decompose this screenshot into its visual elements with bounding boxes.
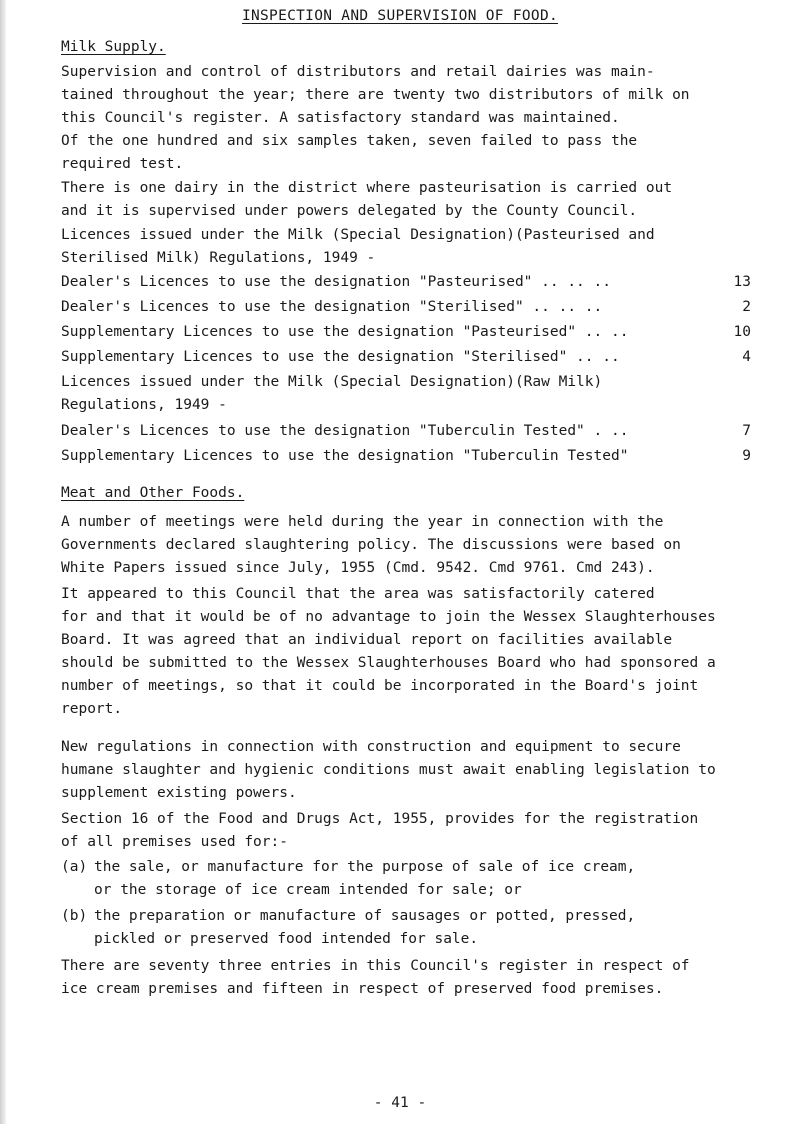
meat-paragraph-2 xyxy=(61,583,761,721)
licence-count: 9 xyxy=(742,448,751,464)
text-line: White Papers issued since July, 1955 (Cmd. 9542. Cmd 9761. Cmd 243). xyxy=(61,560,655,576)
meat-paragraph-5 xyxy=(61,955,761,1001)
milk-paragraph-2 xyxy=(61,130,761,176)
licence-count: 7 xyxy=(742,423,751,439)
list-item-label: (a) xyxy=(61,859,88,875)
text-line: required test. xyxy=(61,156,184,172)
text-line: the preparation or manufacture of sausages or potted, pressed, xyxy=(94,908,636,924)
text-line: the sale, or manufacture for the purpose of sale of ice cream, xyxy=(94,859,636,875)
text-line: Section 16 of the Food and Drugs Act, 1955, provides for the registration xyxy=(61,811,699,827)
text-line: and it is supervised under powers delegated by the County Council. xyxy=(61,203,638,219)
text-line: Board. It was agreed that an individual report on facilities available xyxy=(61,632,673,648)
list-item-b xyxy=(61,905,761,951)
licence-label: Supplementary Licences to use the designation "Tuberculin Tested" xyxy=(61,448,629,464)
meat-heading: Meat and Other Foods. xyxy=(61,485,245,501)
text-line: or the storage of ice cream intended for sale; or xyxy=(94,882,522,898)
meat-paragraph-1 xyxy=(61,511,761,580)
meat-paragraph-4 xyxy=(61,808,761,854)
licence-row xyxy=(61,321,751,344)
milk-supply-heading: Milk Supply. xyxy=(61,39,166,55)
text-line: this Council's register. A satisfactory standard was maintained. xyxy=(61,110,620,126)
licence-row xyxy=(61,296,751,319)
licence-row xyxy=(61,346,751,369)
text-line: There is one dairy in the district where pasteurisation is carried out xyxy=(61,180,673,196)
licence-label: Supplementary Licences to use the designation "Pasteurised" .. .. xyxy=(61,324,629,340)
text-line: Sterilised Milk) Regulations, 1949 - xyxy=(61,250,376,266)
text-line: It appeared to this Council that the area was satisfactorily catered xyxy=(61,586,655,602)
licence-label: Dealer's Licences to use the designation "Pasteurised" .. .. .. xyxy=(61,274,611,290)
list-item-label: (b) xyxy=(61,908,88,924)
text-line: supplement existing powers. xyxy=(61,785,297,801)
page-number: - 41 - xyxy=(373,1095,427,1111)
page-edge-shadow xyxy=(0,0,6,1124)
licence-count: 10 xyxy=(733,324,751,340)
text-line: Supervision and control of distributors and retail dairies was main- xyxy=(61,64,655,80)
licence-count: 2 xyxy=(742,299,751,315)
text-line: Licences issued under the Milk (Special Designation)(Raw Milk) xyxy=(61,374,603,390)
licence-count: 4 xyxy=(742,349,751,365)
text-line: for and that it would be of no advantage to join the Wessex Slaughterhouses xyxy=(61,609,716,625)
meat-paragraph-3 xyxy=(61,736,761,805)
licence-count: 13 xyxy=(733,274,751,290)
text-line: report. xyxy=(61,701,123,717)
milk-paragraph-3 xyxy=(61,177,761,223)
milk-paragraph-4 xyxy=(61,224,761,270)
text-line: should be submitted to the Wessex Slaughterhouses Board who had sponsored a xyxy=(61,655,716,671)
text-line: New regulations in connection with construction and equipment to secure xyxy=(61,739,681,755)
text-line: Licences issued under the Milk (Special Designation)(Pasteurised and xyxy=(61,227,655,243)
licence-label: Dealer's Licences to use the designation "Sterilised" .. .. .. xyxy=(61,299,603,315)
text-line: Of the one hundred and six samples taken, seven failed to pass the xyxy=(61,133,638,149)
text-line: tained throughout the year; there are twenty two distributors of milk on xyxy=(61,87,690,103)
licence-label: Supplementary Licences to use the designation "Sterilised" .. .. xyxy=(61,349,620,365)
raw-licence-row xyxy=(61,445,751,468)
licence-row xyxy=(61,271,751,294)
text-line: ice cream premises and fifteen in respect of preserved food premises. xyxy=(61,981,664,997)
milk-paragraph-5 xyxy=(61,371,761,417)
text-line: Regulations, 1949 - xyxy=(61,397,227,413)
text-line: Governments declared slaughtering policy. The discussions were based on xyxy=(61,537,681,553)
text-line: pickled or preserved food intended for sale. xyxy=(94,931,479,947)
text-line: A number of meetings were held during the year in connection with the xyxy=(61,514,664,530)
text-line: There are seventy three entries in this Council's register in respect of xyxy=(61,958,690,974)
page-title: INSPECTION AND SUPERVISION OF FOOD. xyxy=(241,8,559,24)
list-item-a xyxy=(61,856,761,902)
text-line: of all premises used for:- xyxy=(61,834,288,850)
milk-paragraph-1 xyxy=(61,61,761,130)
text-line: humane slaughter and hygienic conditions must await enabling legislation to xyxy=(61,762,716,778)
raw-licence-row xyxy=(61,420,751,443)
licence-label: Dealer's Licences to use the designation "Tuberculin Tested" . .. xyxy=(61,423,629,439)
text-line: number of meetings, so that it could be incorporated in the Board's joint xyxy=(61,678,699,694)
